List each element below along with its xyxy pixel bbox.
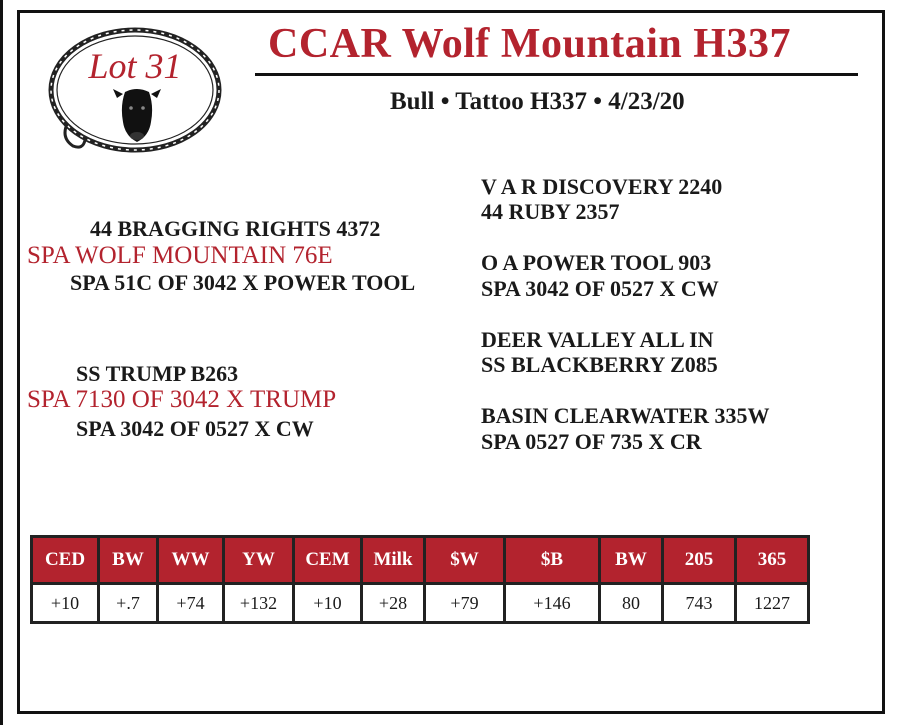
ancestor: SPA 0527 OF 735 X CR [481, 429, 702, 454]
title-underline [255, 73, 858, 76]
epd-header-cell: CEM [294, 537, 362, 584]
epd-header-cell: CED [32, 537, 99, 584]
epd-value-cell: +.7 [99, 584, 158, 623]
ancestor: SPA 3042 OF 0527 X CW [481, 276, 719, 301]
sire-sire: 44 BRAGGING RIGHTS 4372 [90, 216, 381, 241]
epd-value-cell: +74 [158, 584, 224, 623]
epd-value-row [32, 584, 809, 623]
lot-number: Lot 31 [88, 46, 182, 86]
epd-header-row [32, 537, 809, 584]
epd-header-cell: $B [505, 537, 600, 584]
sire-dam: SPA 51C OF 3042 X POWER TOOL [70, 270, 416, 295]
epd-value-cell: +28 [362, 584, 425, 623]
epd-value-cell: +79 [425, 584, 505, 623]
cow-head-icon [113, 89, 161, 142]
ancestor: BASIN CLEARWATER 335W [481, 403, 770, 428]
epd-value-cell: 80 [600, 584, 663, 623]
epd-value-cell: 1227 [736, 584, 809, 623]
epd-header-cell: BW [99, 537, 158, 584]
animal-name-title: CCAR Wolf Mountain H337 [268, 21, 791, 67]
epd-header-cell: BW [600, 537, 663, 584]
ancestor: V A R DISCOVERY 2240 [481, 174, 723, 199]
ancestor: SS BLACKBERRY Z085 [481, 352, 718, 377]
dam-dam: SPA 3042 OF 0527 X CW [76, 416, 314, 441]
epd-header-cell: Milk [362, 537, 425, 584]
ancestor: 44 RUBY 2357 [481, 199, 620, 224]
animal-details-subtitle: Bull • Tattoo H337 • 4/23/20 [390, 88, 685, 115]
epd-value-cell: 743 [663, 584, 736, 623]
epd-value-cell: +10 [32, 584, 99, 623]
epd-header-cell: 205 [663, 537, 736, 584]
epd-table [30, 535, 810, 624]
dam-sire: SS TRUMP B263 [76, 361, 239, 386]
lot-logo [45, 24, 225, 159]
epd-value-cell: +132 [224, 584, 294, 623]
epd-value-cell: +146 [505, 584, 600, 623]
epd-header-cell: $W [425, 537, 505, 584]
epd-header-cell: 365 [736, 537, 809, 584]
epd-value-cell: +10 [294, 584, 362, 623]
sire: SPA WOLF MOUNTAIN 76E [27, 242, 333, 269]
left-border-rule [0, 0, 3, 725]
epd-header-cell: WW [158, 537, 224, 584]
ancestor: DEER VALLEY ALL IN [481, 327, 714, 352]
dam: SPA 7130 OF 3042 X TRUMP [27, 386, 337, 413]
epd-header-cell: YW [224, 537, 294, 584]
ancestor: O A POWER TOOL 903 [481, 250, 712, 275]
